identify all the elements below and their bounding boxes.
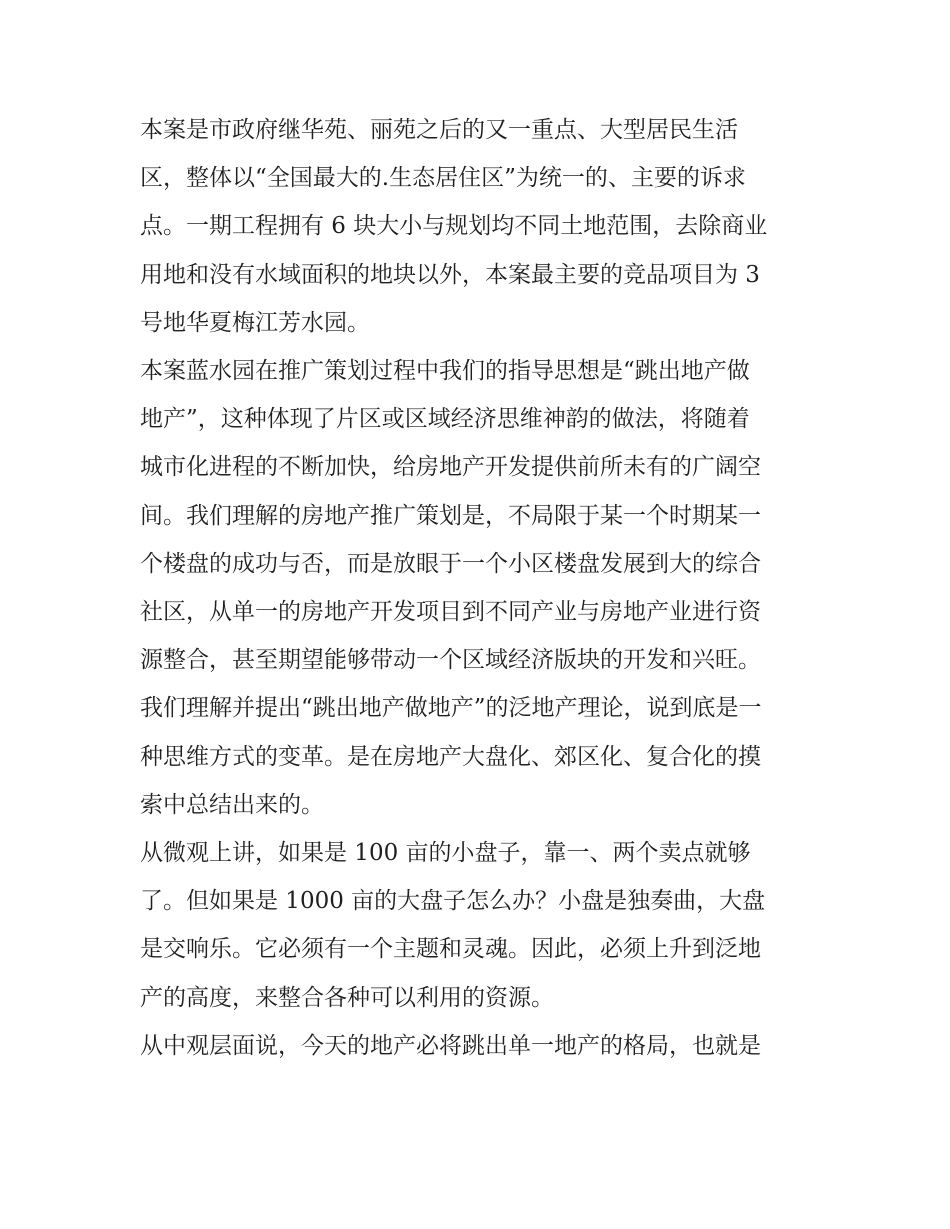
text-line: 是交响乐。它必须有一个主题和灵魂。因此，必须上升到泛地 [140, 936, 761, 963]
text-line: 种思维方式的变革。是在房地产大盘化、郊区化、复合化的摸 [140, 743, 761, 770]
text-line: 索中总结出来的。 [140, 791, 324, 818]
paragraph-2 [140, 347, 820, 684]
text-line: 个楼盘的成功与否，而是放眼于一个小区楼盘发展到大的综合 [140, 550, 761, 577]
text-line: 本案是市政府继华苑、丽苑之后的又一重点、大型居民生活 [140, 117, 738, 143]
text-line: 城市化进程的不断加快，给房地产开发提供前所未有的广阔空 [140, 454, 761, 481]
text-line: 间。我们理解的房地产推广策划是，不局限于某一个时期某一 [140, 502, 761, 529]
text-line: 用地和没有水域面积的地块以外，本案最主要的竞品项目为 3 [140, 261, 760, 288]
text-line: 本案蓝水园在推广策划过程中我们的指导思想是“跳出地产做 [140, 358, 750, 385]
text-line: 点。一期工程拥有 6 块大小与规划均不同土地范围，去除商业 [140, 213, 768, 240]
text-line: 从中观层面说，今天的地产必将跳出单一地产的格局，也就是 [140, 1032, 761, 1059]
paragraph-1 [140, 106, 820, 347]
paragraph-4 [140, 829, 820, 1022]
text-line: 了。但如果是 1000 亩的大盘子怎么办？小盘是独奏曲，大盘 [140, 888, 766, 915]
text-line: 地产”，这种体现了片区或区域经济思维神韵的做法，将随着 [140, 406, 750, 433]
text-line: 社区，从单一的房地产开发项目到不同产业与房地产业进行资 [140, 599, 761, 626]
text-line: 产的高度，来整合各种可以利用的资源。 [140, 984, 554, 1011]
text-line: 我们理解并提出“跳出地产做地产”的泛地产理论，说到底是一 [140, 695, 762, 722]
text-line: 号地华夏梅江芳水园。 [140, 309, 370, 336]
text-line: 源整合，甚至期望能够带动一个区域经济版块的开发和兴旺。 [140, 647, 761, 674]
document-body [140, 106, 820, 1070]
paragraph-3 [140, 684, 820, 829]
text-line: 区，整体以“全国最大的.生态居住区”为统一的、主要的诉求 [140, 165, 746, 192]
paragraph-5 [140, 1022, 820, 1070]
text-line: 从微观上讲，如果是 100 亩的小盘子，靠一、两个卖点就够 [140, 840, 751, 867]
